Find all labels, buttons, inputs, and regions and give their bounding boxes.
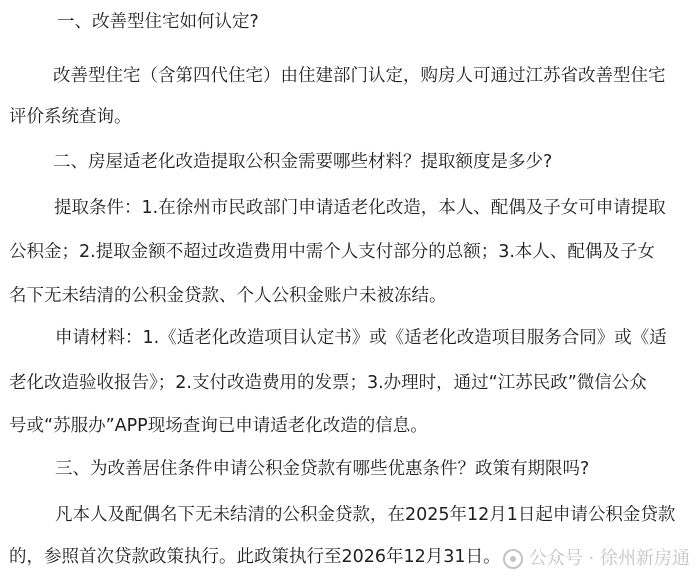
- section-3-paragraph-line: 凡本人及配偶名下无未结清的公积金贷款，在2025年12月1日起申请公积金贷款: [55, 505, 676, 525]
- section-2-materials-line: 老化改造验收报告》；2.支付改造费用的发票；3.办理时，通过“江苏民政”微信公众: [9, 373, 647, 393]
- section-2-conditions-line: 公积金；2.提取金额不超过改造费用中需个人支付部分的总额；3.本人、配偶及子女: [9, 242, 655, 262]
- section-3-paragraph-line: 的，参照首次贷款政策执行。此政策执行至2026年12月31日。: [9, 547, 501, 567]
- section-1-paragraph-line: 评价系统查询。: [9, 107, 132, 127]
- section-2-materials-line: 号或“苏服办”APP现场查询已申请适老化改造的信息。: [9, 416, 428, 436]
- section-1-paragraph-line: 改善型住宅（含第四代住宅）由住建部门认定，购房人可通过江苏省改善型住宅: [53, 66, 666, 86]
- section-1-heading: 一、改善型住宅如何认定?: [57, 12, 259, 32]
- section-2-conditions-line: 提取条件：1.在徐州市民政部门申请适老化改造，本人、配偶及子女可申请提取: [54, 198, 666, 218]
- watermark-text: 公众号 · 徐州新房通: [528, 548, 690, 569]
- section-3-heading: 三、为改善居住条件申请公积金贷款有哪些优惠条件？政策有期限吗?: [55, 459, 590, 479]
- section-2-materials-line: 申请材料：1.《适老化改造项目认定书》或《适老化改造项目服务合同》或《适: [55, 328, 667, 348]
- wechat-account-watermark: [497, 545, 700, 573]
- section-2-conditions-line: 名下无未结清的公积金贷款、个人公积金账户未被冻结。: [9, 286, 447, 306]
- wechat-logo-icon: [503, 549, 523, 569]
- section-2-heading: 二、房屋适老化改造提取公积金需要哪些材料？提取额度是多少?: [53, 152, 553, 172]
